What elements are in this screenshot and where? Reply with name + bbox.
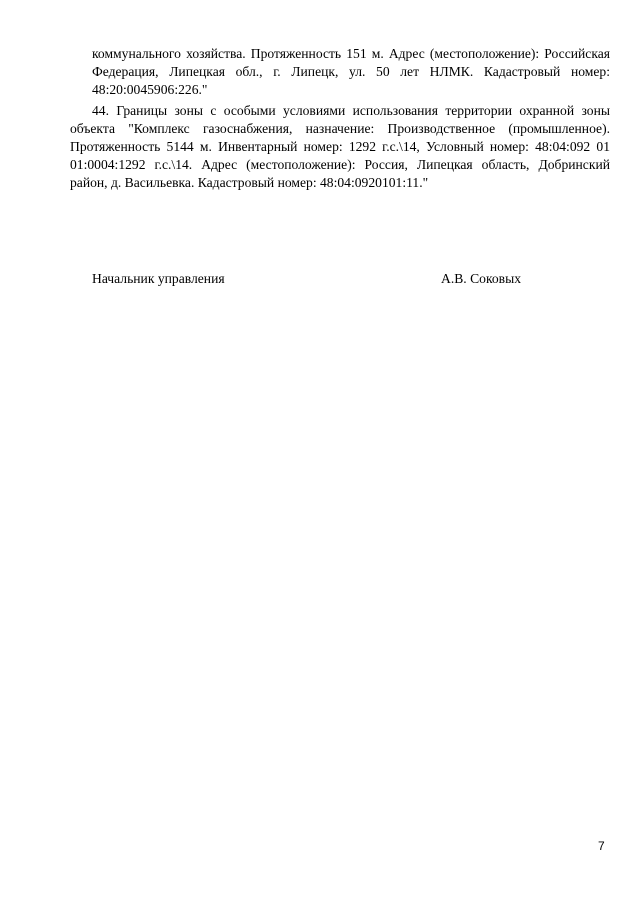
paragraph-item-44: 44. Границы зоны с особыми условиями использования территории охранной зоны объекта "Комплекс газоснабжения, назначение: Производственное (промышленное). Протяженность 5144 м. Инвентарный номер: 1292 г.с.\14, Условный номер: 48:04:092 01 01:0004:1292 г.с.\14. Адрес (местоположение): Россия, Липецкая область, Добринский район, д. Васильевка. Кадастровый номер: 48:04:0920101:11." — [70, 103, 610, 190]
signature-block — [92, 270, 552, 290]
paragraph-continuation: коммунального хозяйства. Протяженность 151 м. Адрес (местоположение): Российская Федерация, Липецкая обл., г. Липецк, ул. 50 лет НЛМК. Кадастровый номер: 48:20:0045906:226." — [92, 46, 610, 97]
signatory-title: Начальник управления — [92, 271, 225, 286]
signatory-name: А.В. Соковых — [441, 271, 522, 286]
page-number: 7 — [598, 839, 605, 853]
